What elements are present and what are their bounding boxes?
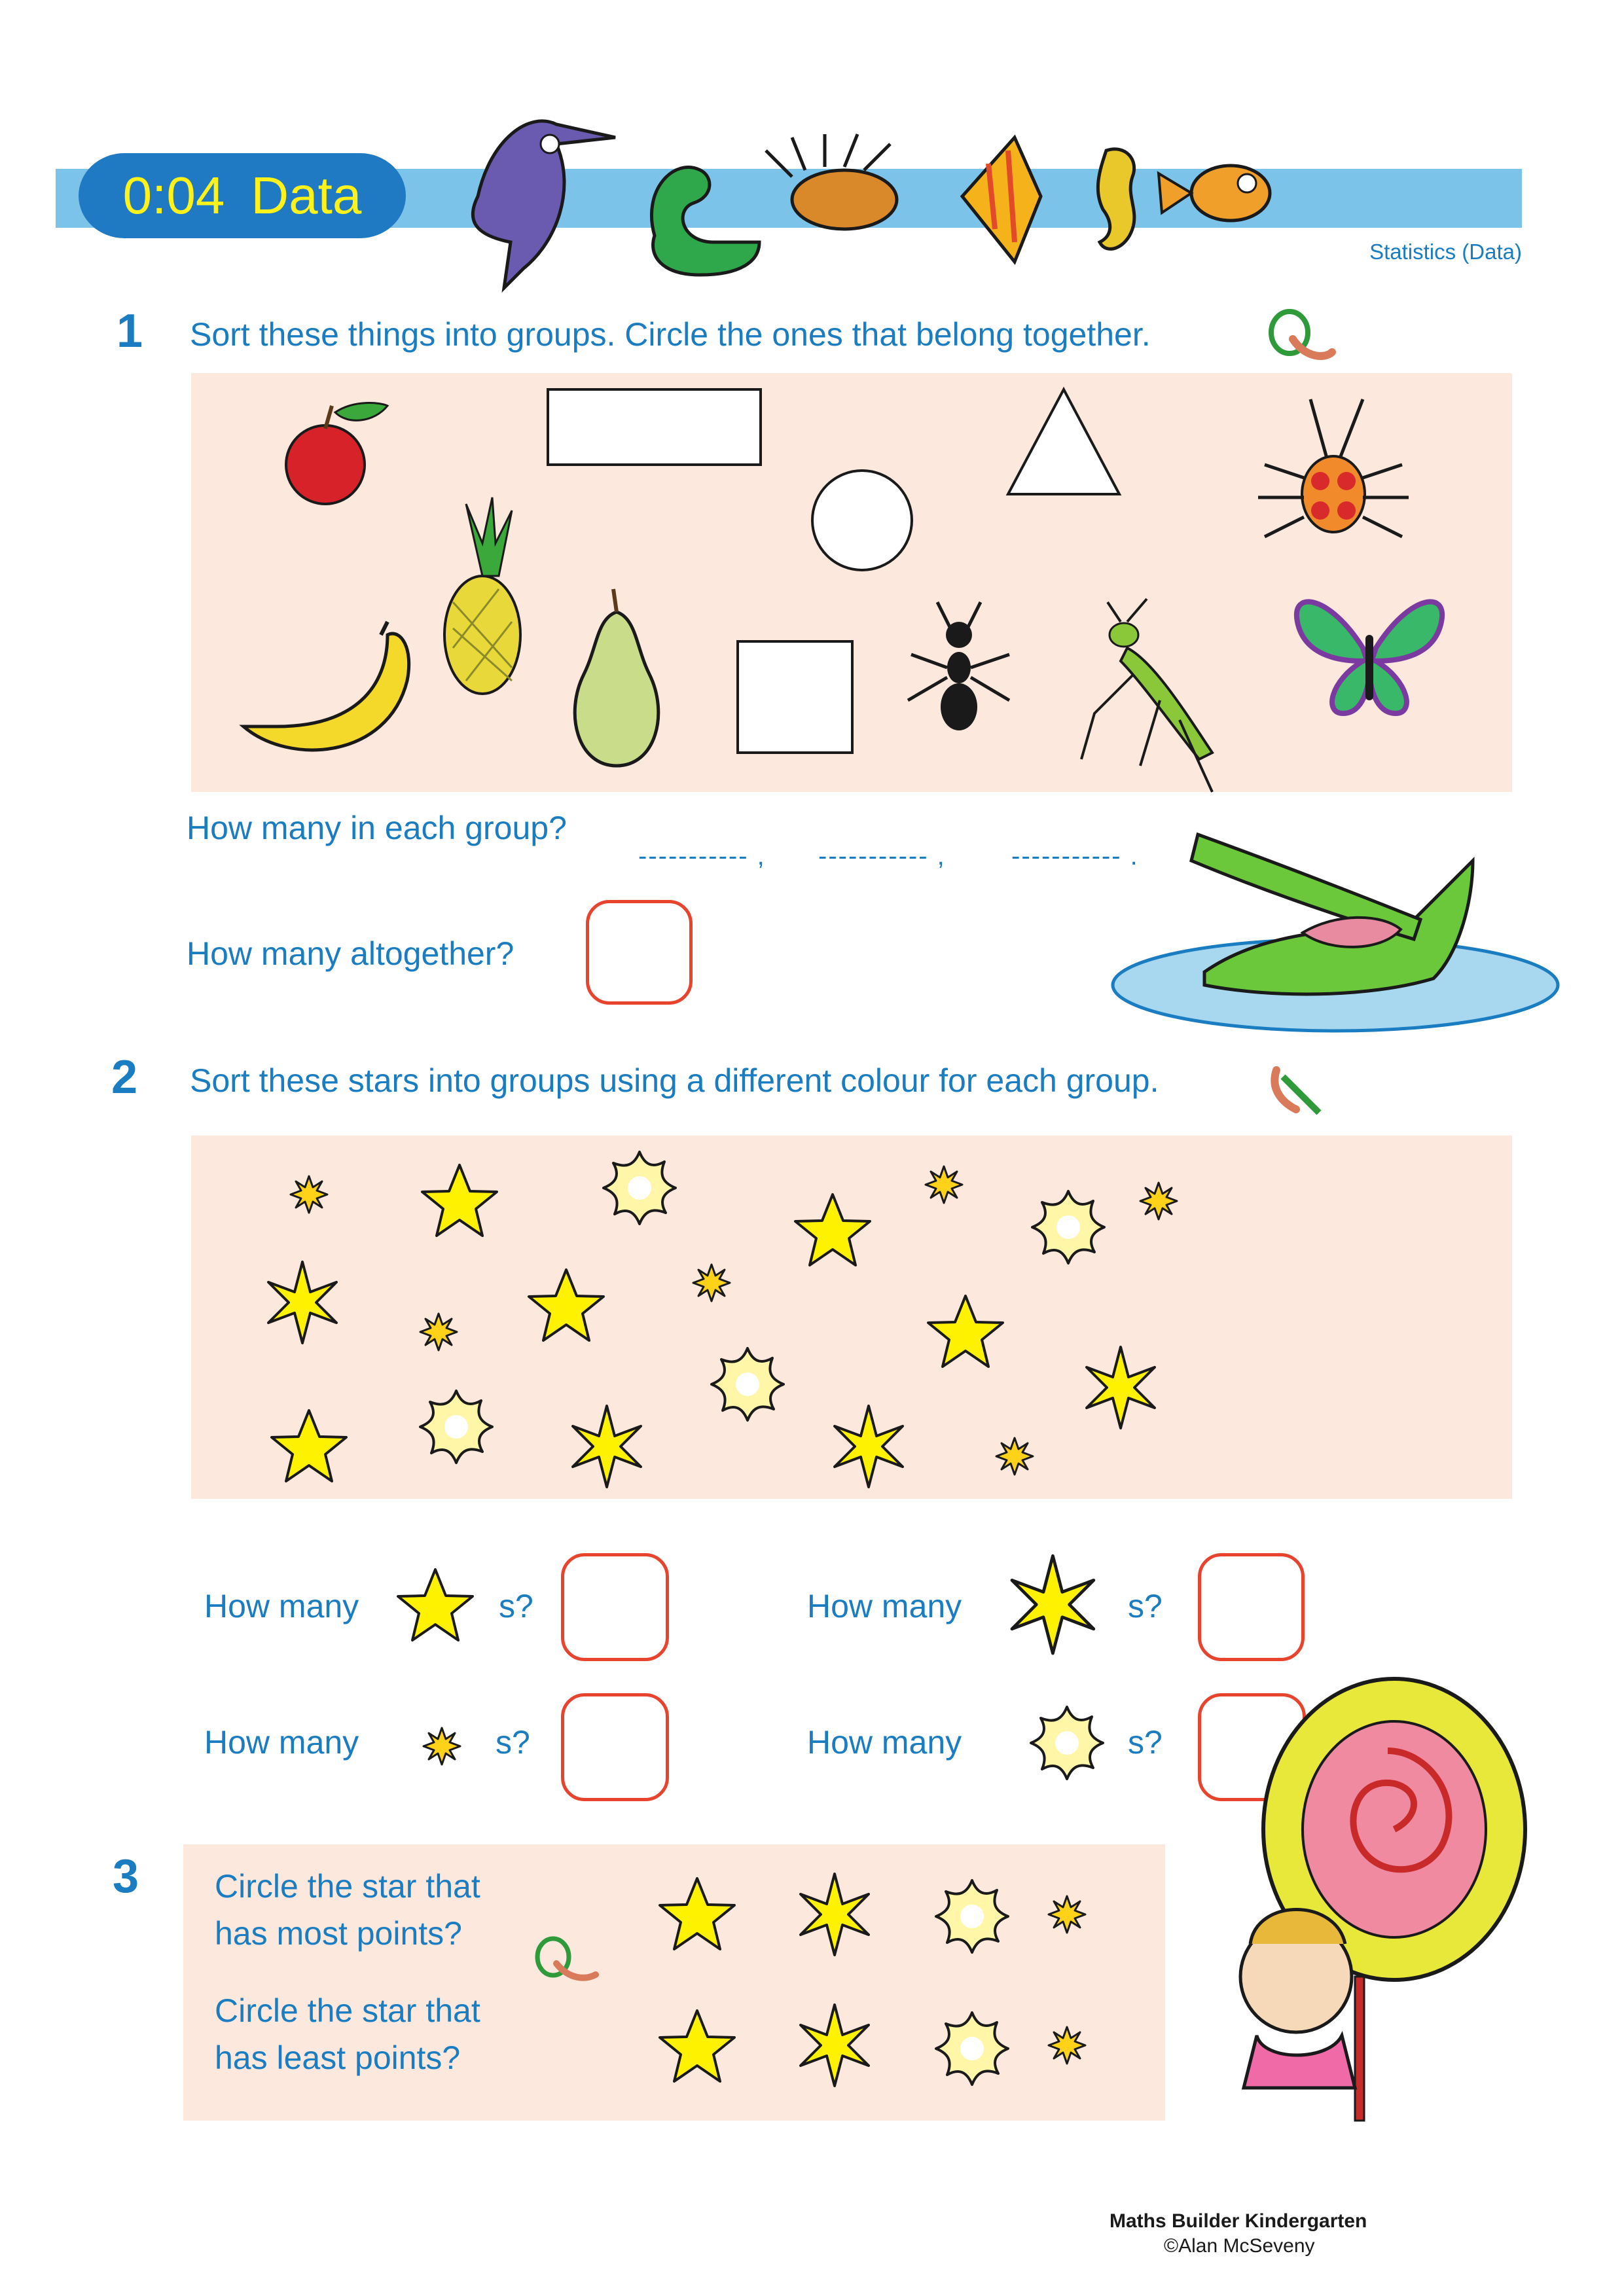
circle-shape — [812, 471, 912, 570]
star-five-point-icon — [795, 1194, 870, 1265]
topic-label: Statistics (Data) — [1369, 240, 1522, 264]
count-box-six-point[interactable] — [1198, 1553, 1305, 1661]
swordfish-icon — [473, 121, 615, 288]
girl-lollipop-icon — [1204, 1669, 1545, 2127]
count-prefix-swirl: How many — [807, 1724, 962, 1761]
triangle-shape — [1008, 389, 1119, 494]
rectangle-shape — [548, 389, 761, 465]
star-six-point-icon — [1000, 1551, 1105, 1659]
star-swirl-least-option[interactable] — [936, 2013, 1008, 2085]
star-five-point-icon — [376, 1558, 494, 1656]
star-swirl-icon — [712, 1348, 784, 1420]
star-five-point-icon — [272, 1410, 346, 1481]
footer-copyright: ©Alan McSeveny — [1164, 2235, 1315, 2257]
star-small-icon — [693, 1265, 730, 1301]
group-count-blank-3[interactable]: ----------- . — [1011, 842, 1139, 870]
count-prefix-small: How many — [204, 1724, 359, 1761]
count-prefix-five-point: How many — [204, 1588, 359, 1624]
banana-icon — [244, 622, 409, 750]
section-code: 0:04 — [122, 166, 225, 224]
group-count-prompt: How many in each group? — [187, 810, 567, 846]
count-suffix-six-point: s? — [1128, 1588, 1163, 1624]
page-title: Data — [251, 166, 362, 224]
square-shape — [738, 641, 852, 753]
star-six-point-icon — [835, 1406, 903, 1487]
ant-icon — [908, 602, 1009, 730]
worm-icon — [533, 1934, 605, 1986]
question-number-3: 3 — [113, 1850, 139, 1903]
most-points-line-1: Circle the star that — [215, 1868, 480, 1905]
star-six-point-most-option[interactable] — [801, 1874, 869, 1955]
star-small-icon — [291, 1176, 327, 1213]
star-six-point-icon — [573, 1406, 641, 1487]
total-answer-box[interactable] — [586, 900, 693, 1005]
mantis-icon — [1081, 599, 1212, 792]
count-prefix-six-point: How many — [807, 1588, 962, 1624]
question-1-instruction: Sort these things into groups. Circle the ones that belong together. — [190, 316, 1151, 353]
star-swirl-icon — [420, 1391, 492, 1463]
total-count-prompt: How many altogether? — [187, 935, 514, 972]
star-five-point-icon — [422, 1165, 497, 1236]
star-six-point-least-option[interactable] — [801, 2005, 869, 2086]
least-points-line-1: Circle the star that — [215, 1992, 480, 2029]
star-five-point-icon — [529, 1270, 604, 1340]
star-small-icon — [926, 1166, 962, 1203]
star-small-icon — [416, 1720, 468, 1772]
star-swirl-icon — [1032, 1191, 1104, 1263]
pear-icon — [575, 589, 659, 766]
star-small-icon — [420, 1314, 457, 1350]
star-six-point-icon — [1087, 1347, 1155, 1428]
star-swirl-icon — [604, 1152, 676, 1224]
pencil-worm-icon — [1257, 1050, 1329, 1116]
worm-icon — [1267, 306, 1339, 365]
sorting-items — [191, 373, 1512, 792]
butterfly-icon — [1297, 601, 1442, 713]
star-small-icon — [996, 1438, 1033, 1475]
count-suffix-swirl: s? — [1128, 1724, 1163, 1761]
pineapple-icon — [444, 497, 520, 694]
crocodile-icon — [1106, 821, 1564, 1037]
star-small-least-option[interactable] — [1049, 2027, 1085, 2064]
stars-to-sort — [191, 1136, 1512, 1499]
least-points-line-2: has least points? — [215, 2039, 461, 2076]
header-pill — [79, 153, 406, 238]
star-five-point-least-option[interactable] — [660, 2011, 734, 2081]
most-points-line-2: has most points? — [215, 1915, 462, 1952]
question-number-2: 2 — [111, 1051, 138, 1103]
star-small-most-option[interactable] — [1049, 1896, 1085, 1933]
pufferfish-icon — [1159, 166, 1270, 221]
question-number-1: 1 — [117, 305, 143, 357]
star-five-point-most-option[interactable] — [660, 1878, 734, 1949]
group-count-blank-2[interactable]: ----------- , — [818, 842, 946, 870]
count-box-five-point[interactable] — [561, 1553, 669, 1661]
angelfish-icon — [962, 137, 1041, 262]
seahorse-icon — [1098, 149, 1134, 249]
star-choices — [609, 1846, 1132, 2121]
count-suffix-five-point: s? — [499, 1588, 533, 1624]
count-suffix-small: s? — [496, 1724, 530, 1761]
eel-icon — [651, 168, 759, 275]
group-count-blank-1[interactable]: ----------- , — [638, 842, 766, 870]
star-six-point-icon — [268, 1262, 336, 1343]
question-2-instruction: Sort these stars into groups using a different colour for each group. — [190, 1062, 1159, 1099]
spider-icon — [1258, 399, 1409, 537]
star-five-point-icon — [928, 1296, 1003, 1367]
star-small-icon — [1140, 1183, 1177, 1219]
count-box-small[interactable] — [561, 1693, 669, 1801]
star-swirl-most-option[interactable] — [936, 1880, 1008, 1952]
star-swirl-icon — [1024, 1700, 1110, 1785]
lionfish-icon — [766, 134, 897, 229]
sea-creatures-illustration — [452, 98, 1303, 295]
footer-title: Maths Builder Kindergarten — [1110, 2210, 1367, 2232]
apple-icon — [286, 403, 388, 504]
